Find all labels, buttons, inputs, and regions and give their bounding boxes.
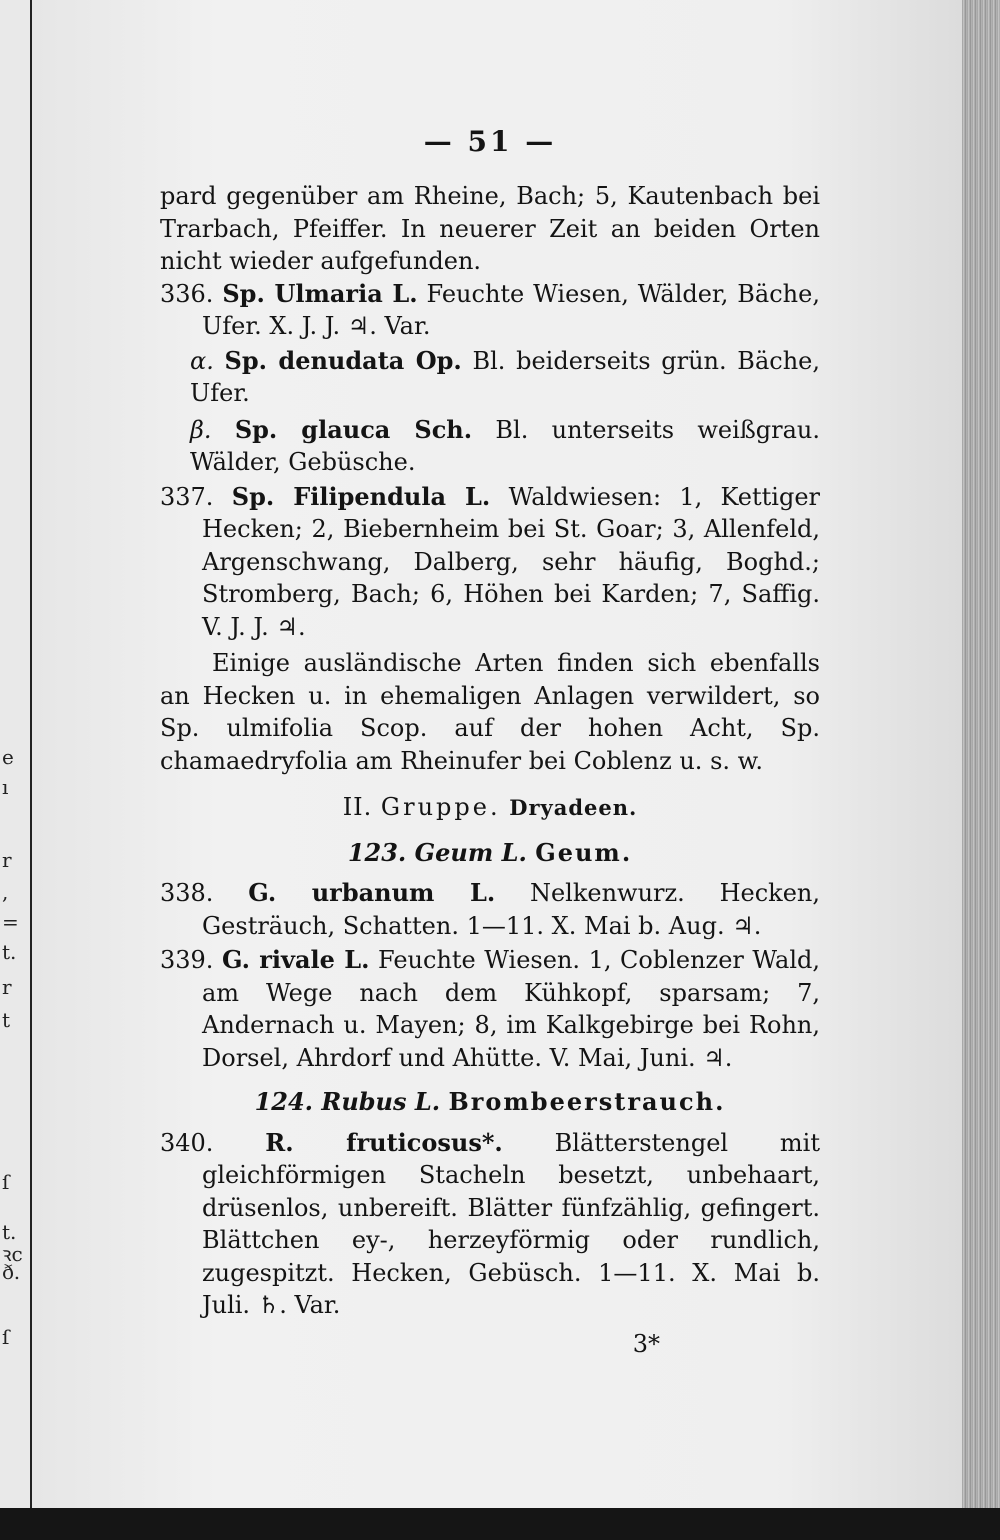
genus-german: Geum. [535, 837, 633, 867]
left-fragment: = [2, 910, 19, 934]
left-fragment: ꝛc [2, 1242, 23, 1266]
genus-heading-124 [160, 1086, 820, 1119]
group-heading [160, 791, 820, 825]
left-page-edge [0, 0, 32, 1540]
group-latin: Dryadeen. [509, 795, 638, 820]
species-entry-340 [160, 1127, 820, 1322]
entry-number: 336. [160, 279, 214, 308]
left-fragment: t. [2, 1220, 17, 1244]
entry-text: Feuchte Wiesen. 1, Coblenzer Wald, am Wege nach dem Kühkopf, sparsam; 7, Andernach u. Mayen; 8, im Kalkgebirge bei Rohn, Dorsel, Ahrdorf und Ahütte. V. Mai, Juni. ♃. [202, 946, 820, 1072]
note-paragraph: Einige ausländische Arten finden sich ebenfalls an Hecken u. in ehemaligen Anlagen verwildert, so Sp. ulmifolia Scop. auf der hohen Acht, Sp. chamaedryfolia am Rheinufer bei Coblenz u. s. w. [160, 649, 820, 775]
left-fragment: ð. [2, 1260, 21, 1284]
genus-name: Geum L. [414, 837, 527, 867]
entry-text: Feuchte Wiesen, Wälder, Bäche, Ufer. X. J. J. ♃. Var. [202, 279, 820, 340]
left-fragment: e [2, 745, 14, 769]
species-name: G. urbanum L. [248, 878, 496, 907]
entry-text: Waldwiesen: 1, Kettiger Hecken; 2, Biebernheim bei St. Goar; 3, Allenfeld, Argenschwang, Dalberg, sehr häufig, Boghd.; Stromberg, Bach; 6, Höhen bei Karden; 7, Saffig. V. J. J. ♃. [202, 482, 821, 641]
left-fragment: t. [2, 940, 17, 964]
variety-name: Sp. denudata Op. [224, 345, 462, 375]
species-name: R. fruticosus*. [265, 1127, 503, 1157]
left-fragment: r [2, 975, 12, 999]
genus-german: Brombeerstrauch. [448, 1087, 726, 1116]
entry-text: Blätterstengel mit gleichförmigen Stacheln besetzt, unbehaart, drüsenlos, unbereift. Blätter fünfzählig, gefingert. Blättchen ey-, herzeyförmig oder rundlich, zugespitzt. Hecken, Gebüsch. 1—11. X. Mai b. Juli. ♄. Var. [202, 1128, 820, 1319]
species-name: G. rivale L. [222, 945, 370, 974]
variety-text: Bl. unterseits weißgrau. Wälder, Gebüsche. [190, 415, 821, 476]
left-fragment: r [2, 848, 12, 872]
species-name: Sp. Ulmaria L. [222, 278, 418, 308]
page-number: — 51 — [423, 125, 557, 158]
genus-heading-123 [160, 837, 820, 870]
species-name: Sp. Filipendula L. [231, 481, 491, 511]
left-fragment: ſ [2, 1325, 10, 1349]
variety-alpha [160, 345, 820, 410]
entry-number: 340. [160, 1128, 214, 1157]
group-label: Gruppe. [380, 793, 501, 821]
species-entry-337 [160, 481, 821, 644]
genus-number: 124. [254, 1087, 314, 1116]
scan-bottom-edge [0, 1508, 1000, 1540]
page-text [160, 120, 820, 1360]
species-entry-338 [160, 877, 820, 942]
species-entry-339 [160, 944, 820, 1074]
left-fragment: t [2, 1008, 11, 1032]
paragraph-continuation: pard gegenüber am Rheine, Bach; 5, Kautenbach bei Trarbach, Pfeiffer. In neuerer Zeit an beiden Orten nicht wieder aufgefunden. [160, 182, 820, 275]
entry-number: 337. [160, 482, 214, 511]
group-number: II. [342, 793, 373, 821]
variety-marker: α. [190, 346, 214, 375]
left-fragment: ſ [2, 1170, 10, 1194]
left-fragment: ı [2, 775, 9, 799]
left-fragment: , [2, 880, 9, 904]
signature-mark: 3* [632, 1329, 660, 1358]
species-entry-336 [160, 278, 820, 343]
variety-text: Bl. beiderseits grün. Bäche, Ufer. [190, 346, 820, 407]
genus-name: Rubus L. [321, 1087, 441, 1116]
entry-number: 339. [160, 946, 214, 974]
genus-number: 123. [347, 837, 407, 867]
entry-text: Nelkenwurz. Hecken, Gesträuch, Schatten. 1—11. X. Mai b. Aug. ♃. [202, 879, 820, 940]
page-fore-edge [962, 0, 1000, 1540]
entry-number: 338. [160, 879, 214, 907]
variety-beta [160, 414, 820, 479]
variety-marker: β. [190, 415, 212, 444]
variety-name: Sp. glauca Sch. [234, 414, 473, 444]
